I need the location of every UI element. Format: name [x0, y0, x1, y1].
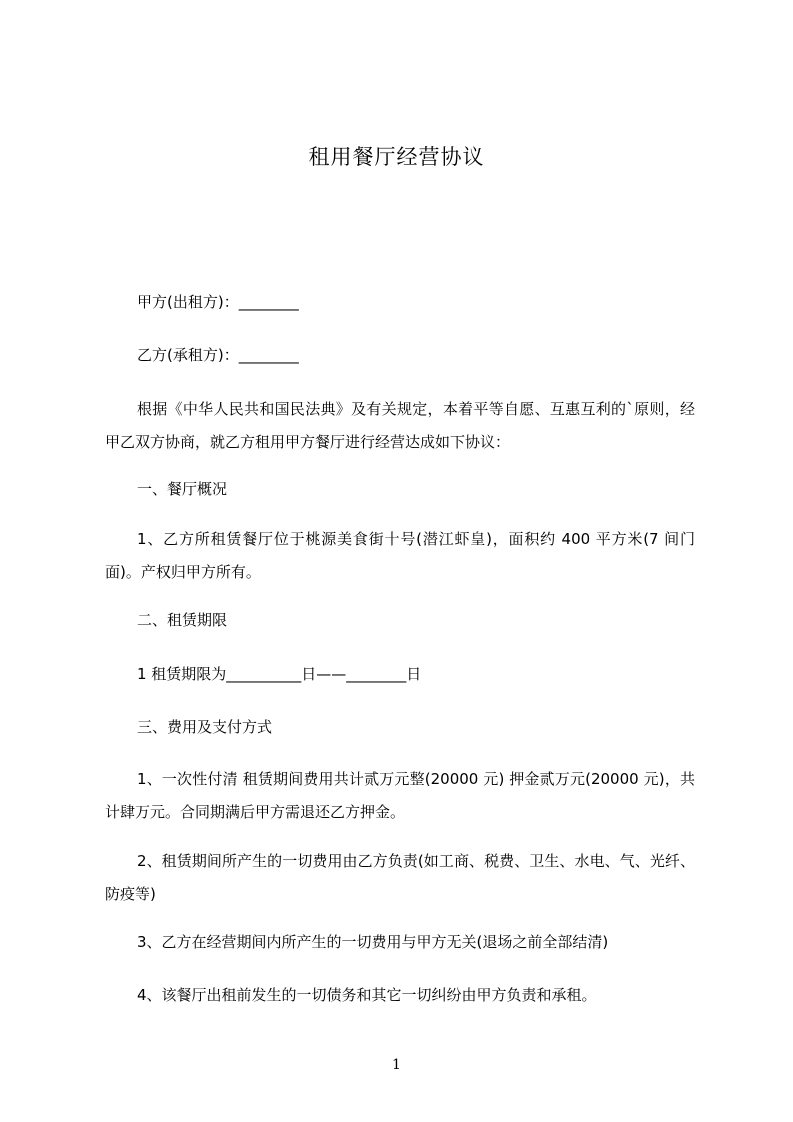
- section-1-heading: 一、餐厅概况: [137, 480, 228, 498]
- section-3-heading: 三、费用及支付方式: [137, 718, 273, 736]
- section-3-item-2: 2、租赁期间所产生的一切费用由乙方负责(如工商、税费、卫生、水电、气、光纤、防疫等): [105, 852, 695, 903]
- section-2-item-1: 1 租赁期限为__________日——________日: [137, 665, 422, 683]
- intro-paragraph: 根据《中华人民共和国民法典》及有关规定，本着平等自愿、互惠互利的`原则，经甲乙双方协商，就乙方租用甲方餐厅进行经营达成如下协议：: [105, 400, 695, 451]
- document-title: 租用餐厅经营协议: [308, 145, 485, 169]
- party-b-line: 乙方(承租方)：________: [137, 346, 299, 364]
- party-a-line: 甲方(出租方)：________: [137, 293, 299, 311]
- page-number: 1: [392, 1057, 401, 1073]
- section-2-heading: 二、租赁期限: [137, 611, 228, 629]
- section-3-item-3: 3、乙方在经营期间内所产生的一切费用与甲方无关(退场之前全部结清): [137, 933, 609, 951]
- section-1-item-1: 1、乙方所租赁餐厅位于桃源美食街十号(潜江虾皇)，面积约 400 平方米(7 间门面)。产权归甲方所有。: [105, 530, 695, 581]
- section-3-item-1: 1、一次性付清 租赁期间费用共计贰万元整(20000 元) 押金贰万元(20000 元)，共计肆万元。合同期满后甲方需退还乙方押金。: [105, 770, 695, 821]
- section-3-item-4: 4、该餐厅出租前发生的一切债务和其它一切纠纷由甲方负责和承租。: [137, 986, 597, 1004]
